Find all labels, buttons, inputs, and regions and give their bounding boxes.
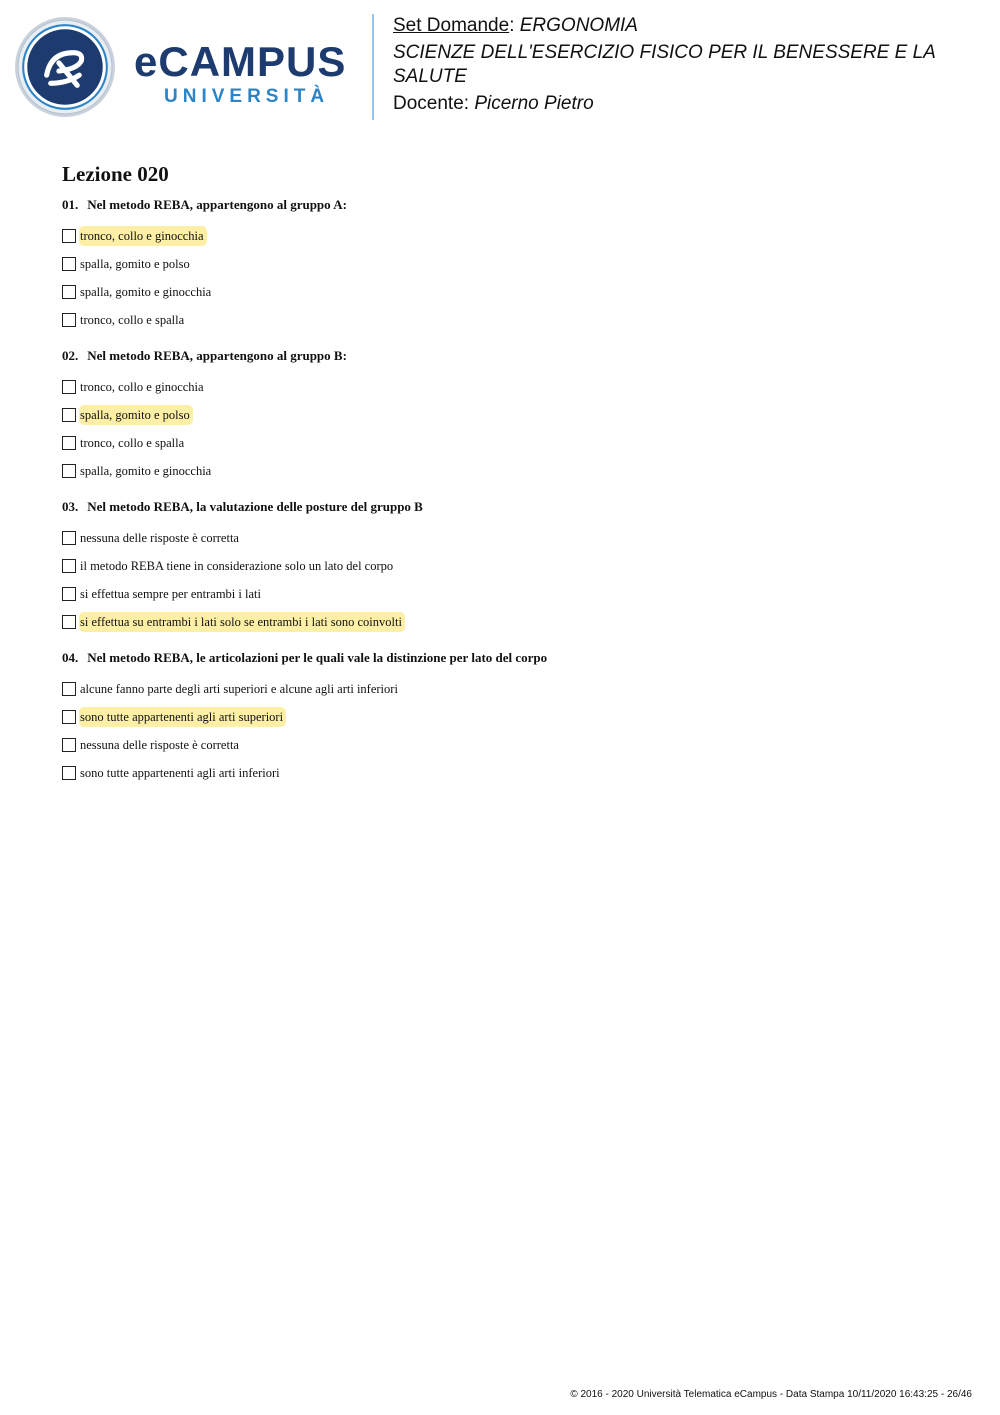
- answer-text: il metodo REBA tiene in considerazione solo un lato del corpo: [80, 559, 394, 573]
- answer-option[interactable]: [62, 731, 962, 759]
- answer-option[interactable]: [62, 675, 962, 703]
- answer-option[interactable]: [62, 759, 962, 787]
- question-04: [62, 649, 962, 787]
- question-prompt: Nel metodo REBA, appartengono al gruppo A:: [87, 197, 347, 212]
- teacher-label: Docente:: [393, 93, 475, 114]
- answer-checkbox[interactable]: [62, 738, 76, 752]
- answer-option[interactable]: [62, 552, 962, 580]
- answer-option[interactable]: [62, 608, 962, 636]
- answer-checkbox[interactable]: [62, 682, 76, 696]
- answer-option[interactable]: [62, 278, 962, 306]
- question-01: [62, 196, 962, 334]
- answer-checkbox[interactable]: [62, 710, 76, 724]
- answer-text: spalla, gomito e polso: [80, 257, 190, 271]
- answer-checkbox[interactable]: [62, 531, 76, 545]
- question-number: 02.: [62, 348, 79, 363]
- answer-text: si effettua sempre per entrambi i lati: [80, 587, 261, 601]
- answer-text: tronco, collo e spalla: [80, 313, 185, 327]
- question-text: [62, 196, 962, 214]
- header-divider: [372, 14, 374, 120]
- answer-option[interactable]: [62, 429, 962, 457]
- answer-text: nessuna delle risposte è corretta: [80, 531, 239, 545]
- question-text: [62, 498, 962, 516]
- answer-checkbox[interactable]: [62, 380, 76, 394]
- answer-checkbox[interactable]: [62, 313, 76, 327]
- teacher-name: Picerno Pietro: [474, 93, 594, 114]
- answer-text: spalla, gomito e ginocchia: [80, 285, 212, 299]
- question-number: 03.: [62, 499, 79, 514]
- answer-checkbox[interactable]: [62, 464, 76, 478]
- lesson-title: Lezione 020: [62, 162, 169, 186]
- answer-checkbox[interactable]: [62, 587, 76, 601]
- answer-option[interactable]: [62, 580, 962, 608]
- question-text: [62, 649, 962, 667]
- answer-checkbox[interactable]: [62, 285, 76, 299]
- set-domande-separator: :: [509, 15, 520, 36]
- answer-option[interactable]: [62, 524, 962, 552]
- answer-text: tronco, collo e ginocchia: [80, 380, 204, 394]
- page-footer: © 2016 - 2020 Università Telematica eCampus - Data Stampa 10/11/2020 16:43:25 - 26/46: [570, 1389, 972, 1400]
- question-prompt: Nel metodo REBA, le articolazioni per le quali vale la distinzione per lato del corpo: [87, 650, 548, 665]
- answer-text: tronco, collo e ginocchia: [79, 226, 207, 246]
- question-prompt: Nel metodo REBA, appartengono al gruppo B:: [87, 348, 347, 363]
- answer-checkbox[interactable]: [62, 408, 76, 422]
- answer-text: tronco, collo e spalla: [80, 436, 185, 450]
- question-03: [62, 498, 962, 636]
- set-domande-label: Set Domande: [393, 15, 510, 36]
- answer-option[interactable]: [62, 250, 962, 278]
- answer-text: si effettua su entrambi i lati solo se entrambi i lati sono coinvolti: [79, 612, 405, 632]
- question-number: 04.: [62, 650, 79, 665]
- answer-checkbox[interactable]: [62, 257, 76, 271]
- answer-option[interactable]: [62, 222, 962, 250]
- answer-text: spalla, gomito e polso: [79, 405, 193, 425]
- answer-checkbox[interactable]: [62, 615, 76, 629]
- answer-text: alcune fanno parte degli arti superiori e alcune agli arti inferiori: [80, 682, 398, 696]
- university-seal-icon: [14, 16, 116, 118]
- ecampus-logo: [14, 14, 359, 118]
- answer-text: sono tutte appartenenti agli arti superiori: [79, 707, 286, 727]
- question-text: [62, 347, 962, 365]
- answer-checkbox[interactable]: [62, 436, 76, 450]
- answer-option[interactable]: [62, 703, 962, 731]
- brand-subtitle: UNIVERSITÀ: [164, 86, 330, 107]
- set-domande-row: [393, 14, 983, 38]
- answer-text: nessuna delle risposte è corretta: [80, 738, 239, 752]
- answer-option[interactable]: [62, 306, 962, 334]
- question-02: [62, 347, 962, 485]
- answer-checkbox[interactable]: [62, 559, 76, 573]
- set-domande-value: ERGONOMIA: [519, 15, 638, 36]
- answer-text: sono tutte appartenenti agli arti inferiori: [80, 766, 280, 780]
- answer-option[interactable]: [62, 401, 962, 429]
- answer-option[interactable]: [62, 457, 962, 485]
- answer-checkbox[interactable]: [62, 229, 76, 243]
- brand-name: eCAMPUS: [134, 38, 347, 85]
- course-name: SCIENZE DELL'ESERCIZIO FISICO PER IL BENESSERE E LA SALUTE: [393, 42, 936, 87]
- answer-text: spalla, gomito e ginocchia: [80, 464, 212, 478]
- question-number: 01.: [62, 197, 79, 212]
- question-list: [62, 196, 962, 800]
- question-prompt: Nel metodo REBA, la valutazione delle posture del gruppo B: [87, 499, 423, 514]
- teacher-row: [393, 92, 983, 116]
- answer-option[interactable]: [62, 373, 962, 401]
- header-info: [393, 14, 983, 119]
- answer-checkbox[interactable]: [62, 766, 76, 780]
